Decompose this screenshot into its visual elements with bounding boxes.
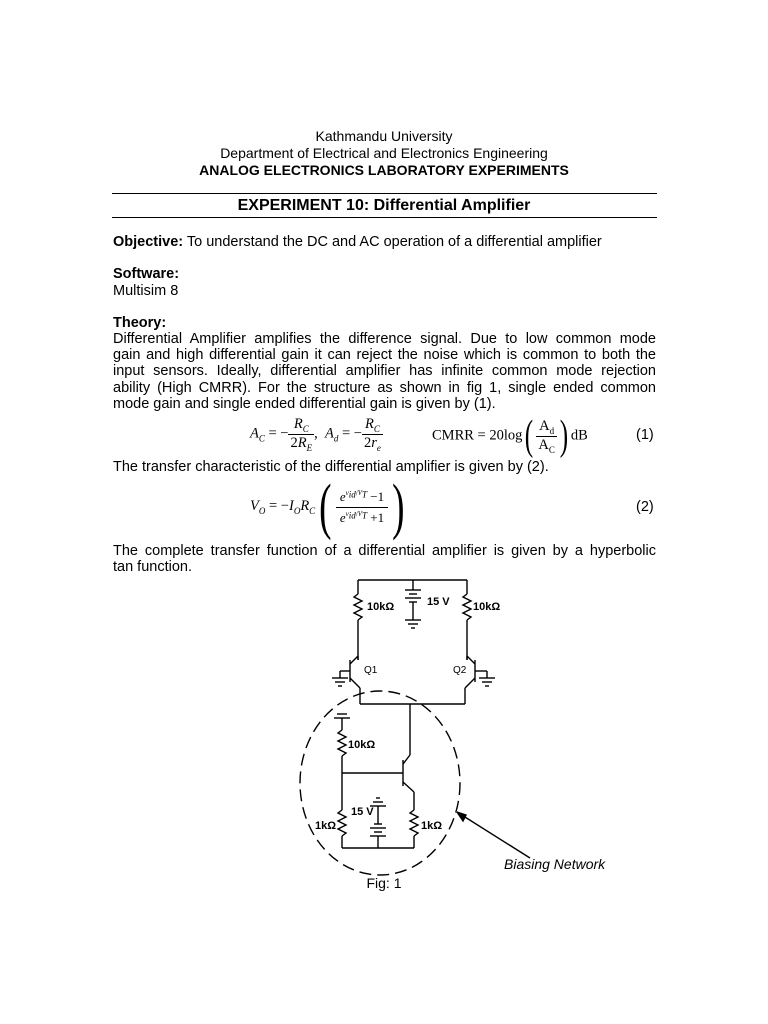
- label-supply-top: 15 V: [427, 596, 450, 608]
- biasing-network-annotation: Biasing Network: [504, 856, 606, 872]
- equation-cmrr: CMRR = 20log( $\frac{A_d}{A_C}$ ) dB: [432, 413, 588, 459]
- theory-line: gain and high differential gain it can reject the noise which is common to both the: [113, 347, 656, 363]
- cmrr-label: CMRR = 20log: [432, 427, 523, 444]
- objective-text: To understand the DC and AC operation of a differential amplifier: [186, 234, 602, 250]
- software-label: Software:: [113, 266, 180, 282]
- complete-line: The complete transfer function of a differential amplifier is given by a hyperbolic: [113, 543, 656, 559]
- label-r-bias-left: 1kΩ: [315, 820, 337, 832]
- theory-label: Theory:: [113, 315, 167, 331]
- label-r-bias-top: 10kΩ: [348, 739, 376, 751]
- university-name: Kathmandu University: [315, 128, 453, 144]
- label-r-right-top: 10kΩ: [473, 601, 501, 613]
- experiment-title: EXPERIMENT 10: Differential Amplifier: [237, 197, 531, 214]
- label-r-bias-right: 1kΩ: [421, 820, 443, 832]
- figure-caption: Fig: 1: [366, 875, 402, 891]
- transfer-intro: The transfer characteristic of the differential amplifier is given by (2).: [113, 459, 549, 475]
- db-label: dB: [570, 427, 588, 444]
- equation-number-1: (1): [636, 427, 654, 443]
- equation-gains: $A_C$ = − $\frac{R_C}{2R_E}$ , $A_d$ = − $\frac{R_C}{2r_e}$: [250, 416, 381, 453]
- label-r-left-top: 10kΩ: [367, 601, 395, 613]
- label-q1: Q1: [364, 665, 378, 676]
- objective-label: Objective:: [113, 234, 184, 250]
- theory-line: Differential Amplifier amplifies the difference signal. Due to low common mode: [113, 331, 656, 347]
- software-text: Multisim 8: [113, 283, 179, 299]
- theory-line: input sensors. Ideally, differential amplifier has infinite common mode rejection: [113, 363, 656, 379]
- equation-transfer: $V_O = -I_OR_C$( $\frac{e^{v_{id}/V_T} -1}{e^{v_{id}/V_T} +1}$ ): [250, 473, 405, 541]
- equation-number-2: (2): [636, 499, 654, 515]
- label-supply-bias: 15 V: [351, 806, 374, 818]
- theory-line: ability (High CMRR). For the structure as shown in fig 1, single ended common: [113, 380, 656, 396]
- department-name: Department of Electrical and Electronics Engineering: [220, 145, 548, 161]
- complete-line: tan function.: [113, 559, 192, 575]
- lab-title: ANALOG ELECTRONICS LABORATORY EXPERIMENTS: [199, 162, 569, 178]
- label-q2: Q2: [453, 665, 467, 676]
- theory-line: mode gain and single ended differential gain is given by (1).: [113, 396, 496, 412]
